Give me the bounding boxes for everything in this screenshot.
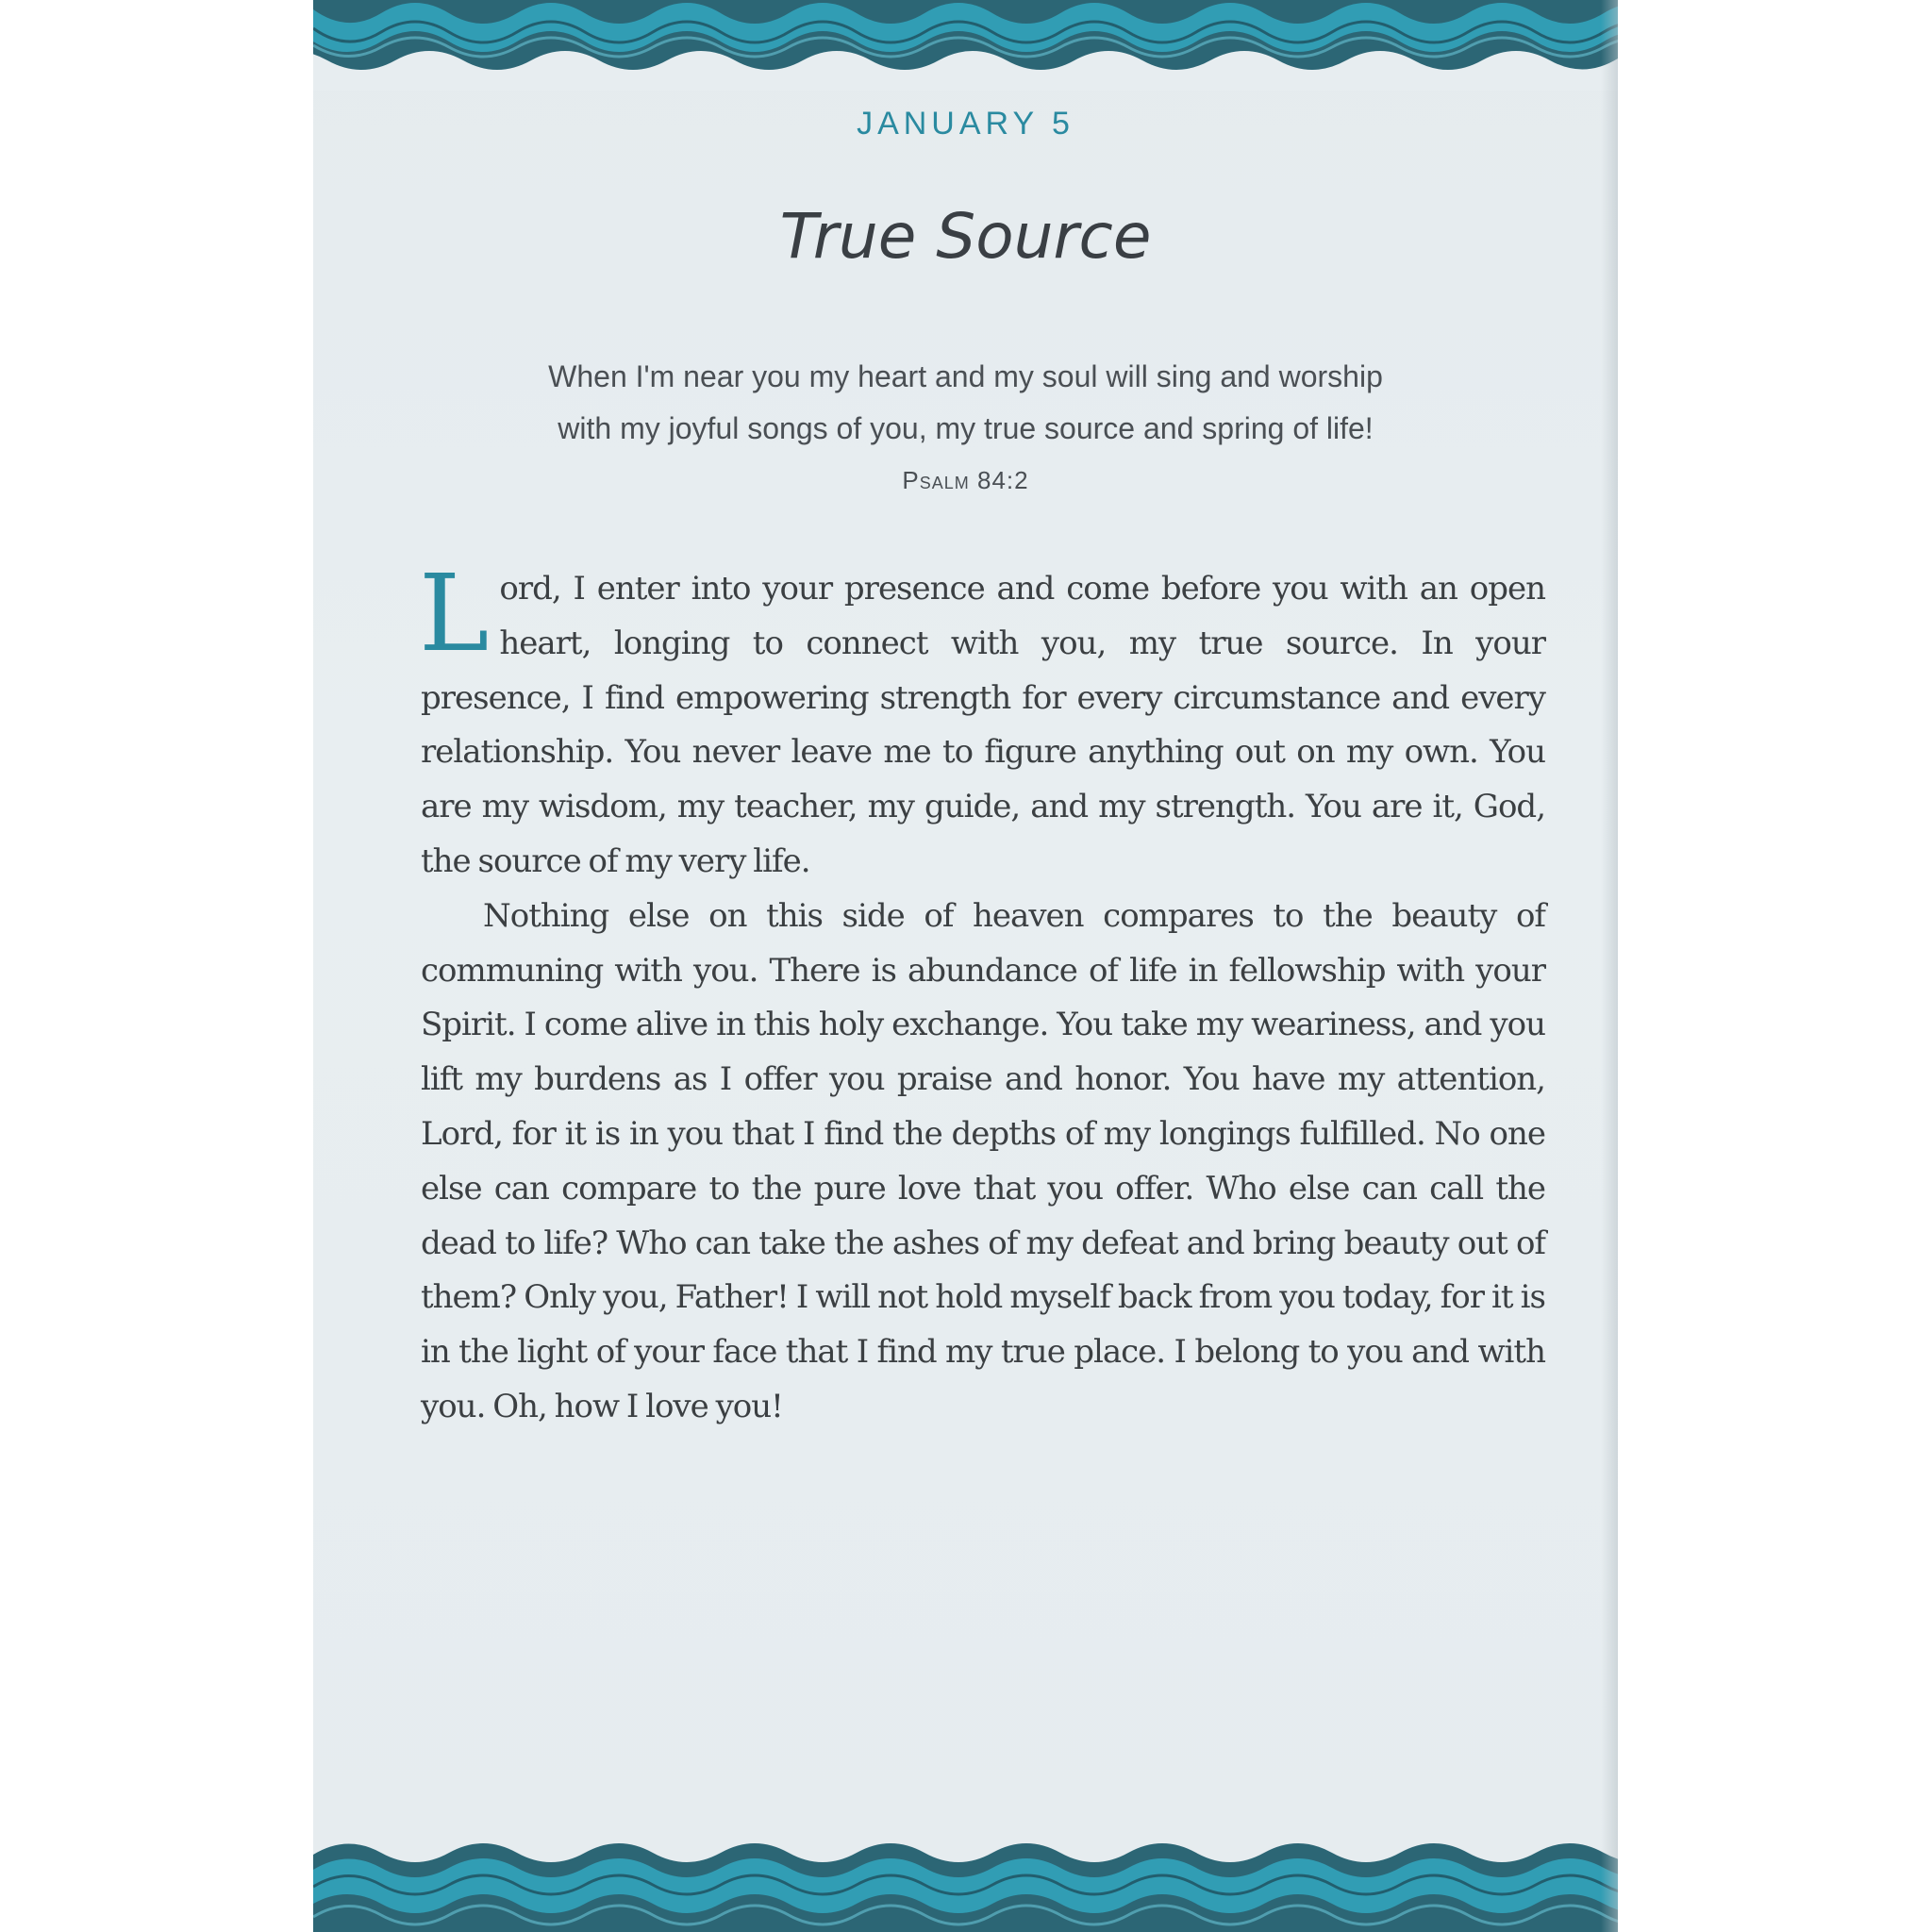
page-edge-shadow (1601, 0, 1618, 1932)
page-title: True Source (779, 200, 1152, 273)
paragraph-1 (419, 553, 1545, 890)
date-heading: JANUARY 5 (857, 106, 1074, 142)
devotional-body (419, 553, 1545, 1435)
verse-reference: Psalm 84:2 (902, 466, 1029, 494)
verse-line-1: When I'm near you my heart and my soul will sing and worship (548, 359, 1383, 393)
paragraph-2: Nothing else on this side of heaven compares to the beauty of communing with you. There is abundance of life in fellowship with your Spirit. I come alive in this holy exchange. You take my weariness, and you lift my burdens as I offer you praise and honor. You have my attention, Lord, for it is in you that I find the depths of my longings fulfilled. No one else can compare to the pure love that you offer. Who else can call the dead to life? Who can take the ashes of my defeat and bring beauty out of them? Only you, Father! I will not hold myself back from you today, for it is in the light of your face that I find my true place. I belong to you and with you. Oh, how I love you! (421, 896, 1545, 1425)
drop-cap-letter: L (419, 553, 489, 675)
verse-line-2: with my joyful songs of you, my true source and spring of life! (558, 411, 1374, 445)
top-wave-border (313, 0, 1618, 91)
paragraph-1-text: ord, I enter into your presence and come before you with an open heart, longing to connect with you, my true source. In your presence, I find empowering strength for every circumstance and every relationship. You never leave me to figure anything out on my own. You are my wisdom, my teacher, my guide, and my strength. You are it, God, the source of my very life. (421, 570, 1545, 880)
scripture-verse (389, 351, 1542, 455)
bottom-wave-border (313, 1828, 1618, 1932)
book-page (313, 0, 1618, 1932)
